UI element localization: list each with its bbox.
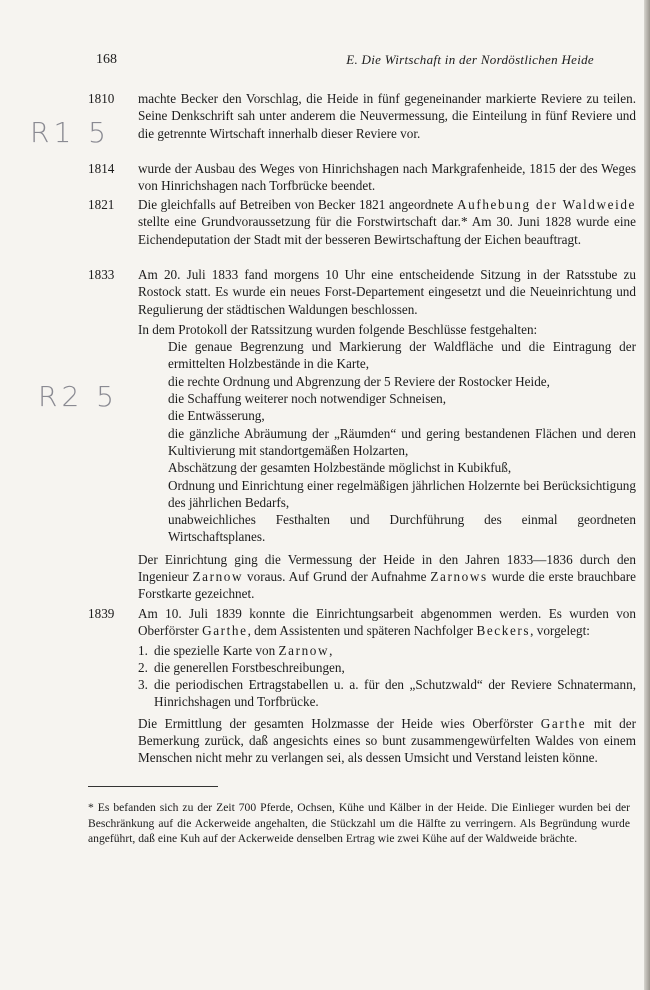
emphasized-text: Beckers	[476, 623, 531, 639]
entry-year: 1833	[88, 267, 115, 282]
text-span: , vorgelegt:	[530, 623, 590, 639]
paragraph	[138, 605, 636, 640]
entry-text: machte Becker den Vorschlag, die Heide in fünf gegeneinander markierte Reviere zu teilen. Seine Denkschrift sah unter anderem die Neuvermessung, die Einteilung in fünf Reviere und die getrennte Wirtschaft innerhalb dieser Reviere vor.	[138, 91, 636, 141]
text-span: Am 10. Juli 1839 konnte die Einrichtungsarbeit abgenommen werden. Es wurden von Oberförster	[138, 606, 636, 639]
emphasized-text: Zarnows	[430, 569, 488, 585]
numbered-list	[138, 642, 636, 711]
list-number: 1.	[138, 642, 148, 658]
entry-text	[138, 266, 636, 603]
entry-year: 1810	[88, 91, 115, 106]
resolution-item: die Entwässerung,	[168, 408, 265, 424]
list-number: 2.	[138, 659, 148, 675]
entry-year: 1821	[88, 197, 115, 212]
list-item	[138, 642, 636, 659]
text-span: , dem Assistenten und späteren Nachfolger	[247, 623, 477, 639]
text-span: Der Einrichtung ging die Vermessung der Heide in den Jahren 1833—1836 durch den Ingenieur	[138, 551, 636, 585]
emphasized-text: Zarnow	[192, 569, 244, 585]
entry-text: wurde der Ausbau des Weges von Hinrichshagen nach Markgrafenheide, 1815 der des Weges von Hinrichshagen nach Torfbrücke beendet.	[138, 161, 636, 194]
entry-year: 1839	[88, 606, 115, 621]
running-head: E. Die Wirtschaft in der Nordöstlichen Heide	[346, 52, 594, 67]
list-text	[154, 642, 332, 659]
resolution-item: Die genaue Begrenzung und Markierung der Waldfläche und die Eintragung der ermittelten Holzbestände in die Karte,	[168, 339, 636, 372]
paragraph	[138, 551, 636, 603]
text-span: die spezielle Karte von	[154, 642, 279, 658]
text-span: voraus. Auf Grund der Aufnahme	[243, 569, 431, 585]
resolution-item: die Schaffung weiterer noch notwendiger Schneisen,	[168, 391, 447, 407]
handwritten-annotation-r2: R2 5	[38, 380, 118, 413]
footnote-rule	[88, 786, 218, 787]
resolution-item: unabweichliches Festhalten und Durchführung des einmal geordneten Wirtschaftsplanes.	[168, 512, 636, 545]
list-item	[138, 659, 636, 676]
page-number: 168	[96, 52, 117, 67]
list-text: die periodischen Ertragstabellen u. a. für den „Schutzwald“ der Reviere Schnatermann, Hinrichshagen und Torfbrücke.	[154, 677, 636, 710]
page-header	[96, 52, 594, 72]
protocol-intro: In dem Protokoll der Ratssitzung wurden folgende Beschlüsse festgehalten:	[138, 321, 538, 337]
resolution-item: die rechte Ordnung und Abgrenzung der 5 Reviere der Rostocker Heide,	[168, 373, 550, 389]
list-text: die generellen Forstbeschreibungen,	[154, 659, 345, 675]
emphasized-text: Garthe	[202, 623, 248, 639]
paragraph	[138, 715, 636, 767]
resolution-item: Ordnung und Einrichtung einer regelmäßigen jährlichen Holzernte bei Berücksichtigung des jährlichen Bedarfs,	[168, 477, 636, 510]
text-span: Die gleichfalls auf Betreiben von Becker 1821 angeordnete	[138, 197, 458, 212]
resolution-item: Abschätzung der gesamten Holzbestände möglichst in Kubikfuß,	[168, 460, 512, 476]
list-item	[138, 676, 636, 711]
handwritten-annotation-r1: R1 5	[30, 116, 110, 149]
paragraph: Am 20. Juli 1833 fand morgens 10 Uhr eine entscheidende Sitzung in der Ratsstube zu Rostock statt. Es wurde ein neues Forst-Departement eingesetzt und die Neueinrichtung und Regulierung der städtischen Waldungen beschlossen.	[138, 267, 636, 317]
text-span: ,	[329, 642, 333, 658]
resolution-item: die gänzliche Abräumung der „Räumden“ und gering bestandenen Flächen und deren Kultivierung mit standortgemäßen Holzarten,	[168, 425, 636, 458]
entry-text	[138, 605, 636, 767]
emphasized-text: Aufhebung der Waldweide	[457, 197, 636, 212]
page-edge-shadow	[644, 0, 650, 990]
text-span: Die Ermittlung der gesamten Holzmasse der Heide wies Oberförster	[138, 715, 541, 731]
emphasized-text: Zarnow	[278, 642, 330, 658]
entry-text	[138, 196, 636, 248]
text-span: stellte eine Grundvoraussetzung für die Forstwirtschaft dar.* Am 30. Juni 1828 wurde eine Eichendeputation der Stadt mit der besseren Bewirtschaftung der Eichen beauftragt.	[138, 214, 636, 247]
footnote: * Es befanden sich zu der Zeit 700 Pferde, Ochsen, Kühe und Kälber in der Heide. Die Einlieger wurden bei der Beschränkung auf die Ackerweide angehalten, die Stückzahl um die Hälfte zu verringern. Als Begründung wurde angeführt, daß eine Kuh auf der Ackerweide denselben Ertrag wie zwei Kühe auf der Waldweide brächte.	[88, 801, 630, 846]
text-span: wurde die erste brauchbare Forstkarte gezeichnet.	[138, 569, 636, 602]
entry-year: 1814	[88, 161, 115, 176]
text-span: mit der Bemerkung zurück, daß angesichts eines so bunt zusammengewürfelten Waldes von einem Menschen nicht mehr zu verlangen sei, als dessen Umsicht und Verstand leisten könne.	[138, 715, 636, 766]
list-number: 3.	[138, 677, 148, 693]
emphasized-text: Garthe	[540, 715, 587, 731]
resolutions-list	[138, 338, 636, 546]
